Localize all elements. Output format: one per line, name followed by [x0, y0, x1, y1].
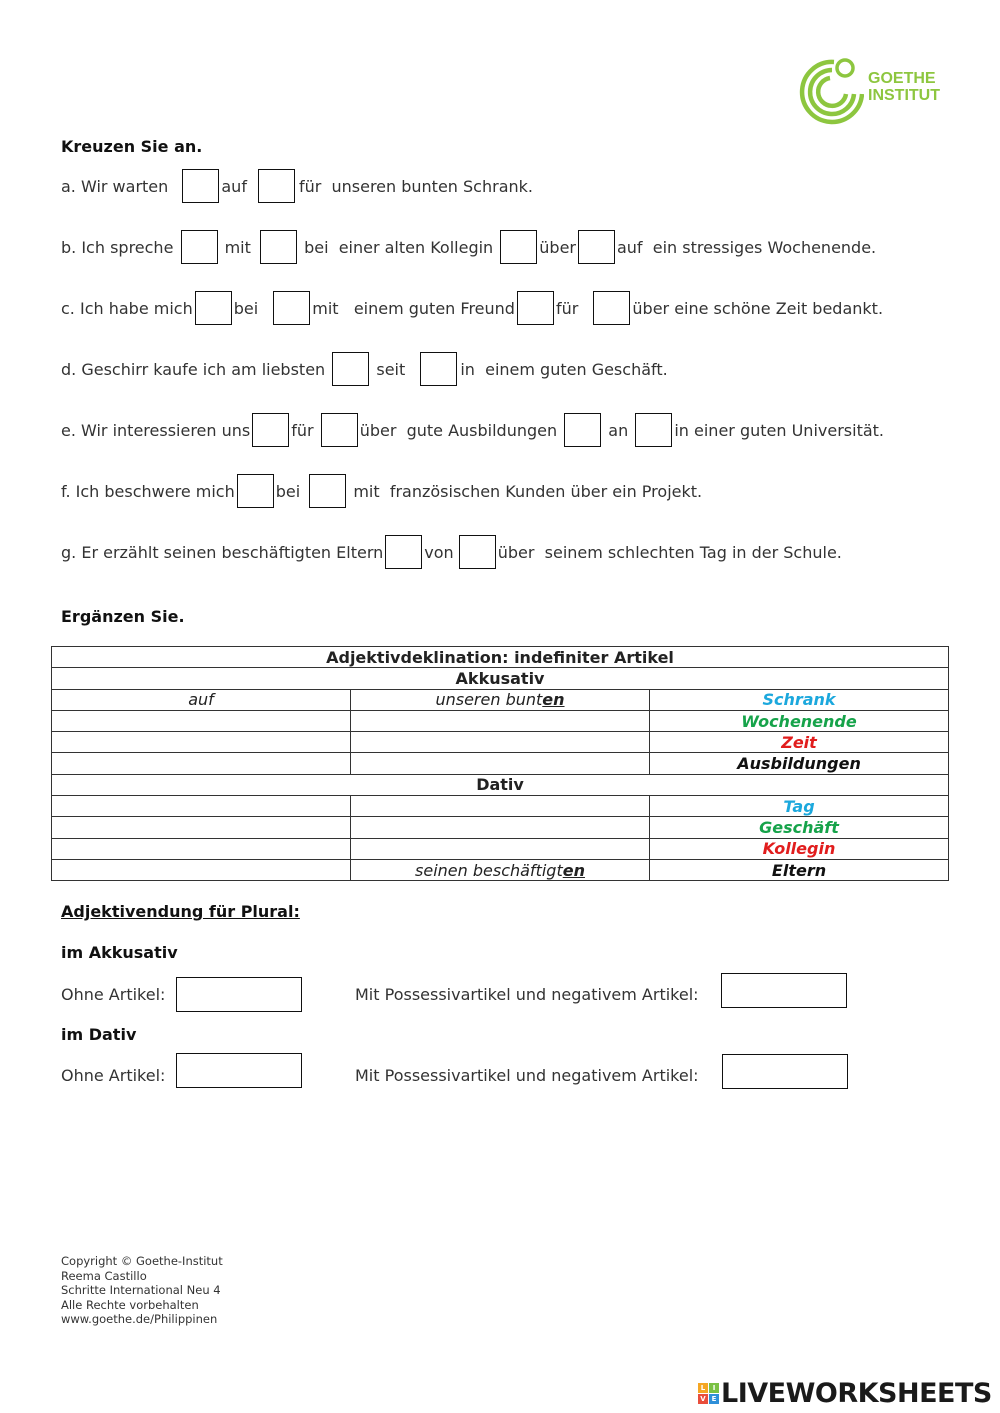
adj-ending: en — [542, 690, 565, 710]
exercise-text: bei — [275, 481, 306, 501]
adj-stem: seinen beschäftigt — [415, 860, 563, 880]
exercise-text: c. Ich habe mich — [61, 298, 193, 318]
exercise-text: mit französischen Kunden über ein Projekt. — [348, 481, 703, 501]
liveworksheets-blocks-icon — [698, 1383, 719, 1404]
checkbox[interactable] — [593, 291, 630, 325]
adj-cell — [351, 689, 650, 710]
checkbox[interactable] — [309, 474, 346, 508]
exercise-text: an — [603, 420, 634, 440]
noun-cell: Wochenende — [650, 710, 949, 731]
table-row — [52, 710, 949, 731]
copyright-line: Alle Rechte vorbehalten — [61, 1297, 199, 1312]
dativ-header: Dativ — [52, 774, 949, 795]
exercise-b — [61, 229, 876, 265]
dativ-label: im Dativ — [61, 1025, 137, 1044]
copyright-line: Schritte International Neu 4 — [61, 1283, 221, 1297]
exercise-text: in einem guten Geschäft. — [460, 359, 668, 379]
adj-ending: en — [562, 860, 585, 880]
liveworksheets-logo — [698, 1378, 992, 1408]
checkbox[interactable] — [252, 413, 289, 447]
checkbox[interactable] — [260, 230, 297, 264]
table-row — [52, 668, 949, 689]
exercise-text: in einer guten Universität. — [674, 420, 884, 440]
table-row — [52, 689, 949, 710]
copyright-line: www.goethe.de/Philippinen — [61, 1312, 218, 1326]
empty-cell[interactable] — [52, 859, 351, 880]
empty-cell[interactable] — [351, 817, 650, 838]
exercise-text: bei einer alten Kollegin — [298, 237, 499, 257]
liveworksheets-text: LIVEWORKSHEETS — [721, 1377, 992, 1409]
block-letter: V — [698, 1394, 708, 1404]
prep-cell: auf — [52, 689, 351, 710]
exercise-text: für unseren bunten Schrank. — [298, 176, 533, 196]
empty-cell[interactable] — [52, 838, 351, 859]
akkusativ-label: im Akkusativ — [61, 943, 178, 962]
checkbox[interactable] — [385, 535, 422, 569]
checkbox[interactable] — [517, 291, 554, 325]
exercise-a — [61, 168, 533, 204]
checkbox[interactable] — [500, 230, 537, 264]
exercise-text: b. Ich spreche — [61, 237, 179, 257]
table-row — [52, 753, 949, 774]
empty-cell[interactable] — [351, 838, 650, 859]
copyright-line: Reema Castillo — [61, 1268, 147, 1283]
exercise-text: für — [555, 298, 584, 318]
exercise-text: über gute Ausbildungen — [359, 420, 563, 440]
section-title-kreuzen: Kreuzen Sie an. — [61, 137, 203, 156]
copyright-line: Copyright © Goethe-Institut — [61, 1254, 223, 1268]
table-row — [52, 647, 949, 668]
checkbox[interactable] — [258, 169, 295, 203]
section-title-ergaenzen: Ergänzen Sie. — [61, 607, 185, 626]
plural-title: Adjektivendung für Plural: — [61, 902, 300, 921]
dat-mit-artikel-input[interactable] — [722, 1054, 848, 1089]
akk-ohne-artikel-input[interactable] — [176, 977, 302, 1012]
table-row — [52, 838, 949, 859]
exercise-text: mit — [219, 237, 256, 257]
checkbox[interactable] — [321, 413, 358, 447]
exercise-d — [61, 351, 668, 387]
checkbox[interactable] — [332, 352, 369, 386]
checkbox[interactable] — [182, 169, 219, 203]
empty-cell[interactable] — [52, 753, 351, 774]
checkbox[interactable] — [420, 352, 457, 386]
table-row — [52, 732, 949, 753]
noun-cell: Tag — [650, 796, 949, 817]
exercise-text: g. Er erzählt seinen beschäftigten Eltern — [61, 542, 384, 562]
exercise-f — [61, 473, 702, 509]
exercise-text: e. Wir interessieren uns — [61, 420, 251, 440]
table-row — [52, 817, 949, 838]
noun-cell: Eltern — [650, 859, 949, 880]
adj-cell — [351, 859, 650, 880]
akk-mit-artikel-input[interactable] — [721, 973, 847, 1008]
noun-cell: Geschäft — [650, 817, 949, 838]
table-row — [52, 796, 949, 817]
empty-cell[interactable] — [351, 753, 650, 774]
checkbox[interactable] — [181, 230, 218, 264]
mit-artikel-label: Mit Possessivartikel und negativem Artikel: — [355, 1066, 699, 1085]
exercise-text: a. Wir warten — [61, 176, 174, 196]
checkbox[interactable] — [564, 413, 601, 447]
checkbox[interactable] — [459, 535, 496, 569]
declension-table — [51, 646, 949, 881]
exercise-text: f. Ich beschwere mich — [61, 481, 235, 501]
exercise-text: über eine schöne Zeit bedankt. — [632, 298, 884, 318]
exercise-text: über seinem schlechten Tag in der Schule. — [497, 542, 842, 562]
table-row — [52, 859, 949, 880]
exercise-text: seit — [371, 359, 411, 379]
empty-cell[interactable] — [351, 710, 650, 731]
empty-cell[interactable] — [52, 710, 351, 731]
noun-cell: Schrank — [650, 689, 949, 710]
empty-cell[interactable] — [52, 732, 351, 753]
checkbox[interactable] — [635, 413, 672, 447]
empty-cell[interactable] — [351, 796, 650, 817]
noun-cell: Ausbildungen — [650, 753, 949, 774]
exercise-text: d. Geschirr kaufe ich am liebsten — [61, 359, 331, 379]
exercise-text: bei — [233, 298, 264, 318]
logo-line-1: GOETHE — [868, 70, 936, 87]
checkbox[interactable] — [195, 291, 232, 325]
exercise-g — [61, 534, 842, 570]
checkbox[interactable] — [237, 474, 274, 508]
table-title: Adjektivdeklination: indefiniter Artikel — [52, 647, 949, 668]
empty-cell[interactable] — [52, 817, 351, 838]
copyright-block — [61, 1254, 223, 1327]
ohne-artikel-label: Ohne Artikel: — [61, 1066, 166, 1085]
checkbox[interactable] — [578, 230, 615, 264]
exercise-text: mit einem guten Freund — [312, 298, 515, 318]
akkusativ-header: Akkusativ — [52, 668, 949, 689]
exercise-text: von — [424, 542, 459, 562]
noun-cell: Kollegin — [650, 838, 949, 859]
adj-stem: unseren bunt — [435, 690, 543, 710]
dat-ohne-artikel-input[interactable] — [176, 1053, 302, 1088]
exercise-e — [61, 412, 884, 448]
checkbox[interactable] — [273, 291, 310, 325]
empty-cell[interactable] — [52, 796, 351, 817]
exercise-text: über — [539, 237, 576, 257]
block-letter: I — [709, 1383, 719, 1393]
block-letter: E — [709, 1394, 719, 1404]
noun-cell: Zeit — [650, 732, 949, 753]
mit-artikel-label: Mit Possessivartikel und negativem Artikel: — [355, 985, 699, 1004]
table-row — [52, 774, 949, 795]
goethe-logo — [794, 56, 954, 126]
empty-cell[interactable] — [351, 732, 650, 753]
exercise-text: auf — [221, 176, 247, 196]
exercise-c — [61, 290, 883, 326]
goethe-circles-icon — [794, 56, 864, 126]
logo-line-2: INSTITUT — [868, 87, 940, 104]
exercise-text: auf ein stressiges Wochenende. — [616, 237, 877, 257]
ohne-artikel-label: Ohne Artikel: — [61, 985, 166, 1004]
block-letter: L — [698, 1383, 708, 1393]
exercise-text: für — [291, 420, 319, 440]
